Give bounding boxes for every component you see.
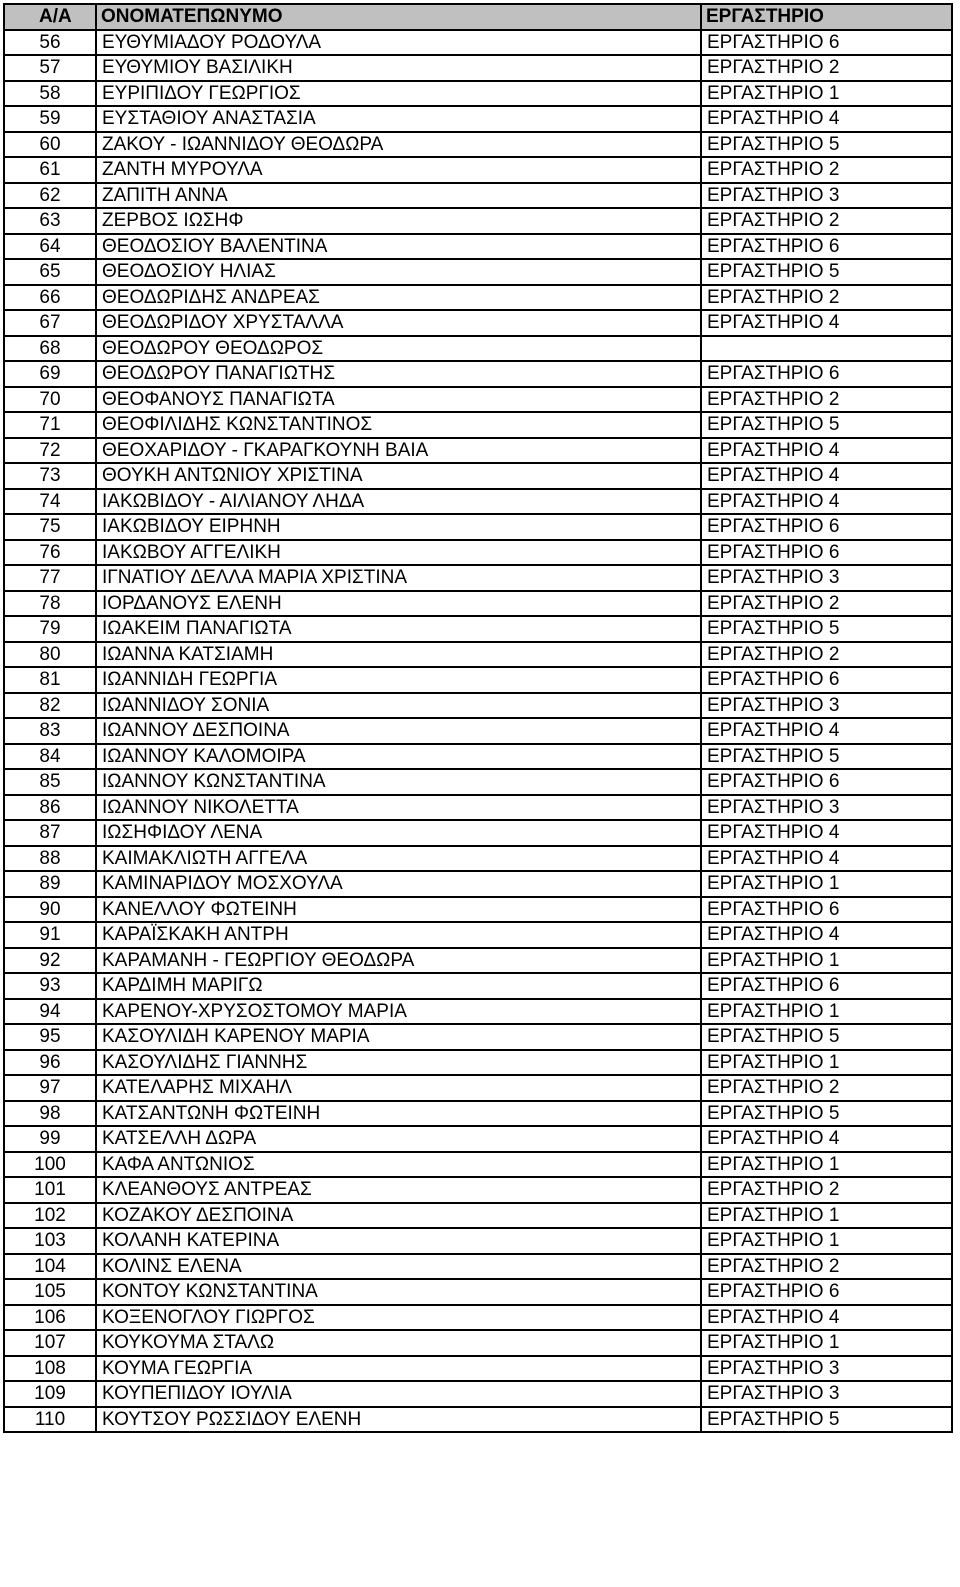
- lab-cell: ΕΡΓΑΣΤΗΡΙΟ 2: [701, 55, 952, 81]
- name-cell: ΚΑΡΑΜΑΝΗ - ΓΕΩΡΓΙΟΥ ΘΕΟΔΩΡΑ: [96, 948, 701, 974]
- name-cell: ΕΥΡΙΠΙΔΟΥ ΓΕΩΡΓΙΟΣ: [96, 81, 701, 107]
- row-number-cell: 85: [4, 769, 96, 795]
- row-number-cell: 69: [4, 361, 96, 387]
- name-cell: ΚΟΥΚΟΥΜΑ ΣΤΑΛΩ: [96, 1330, 701, 1356]
- header-row: [4, 4, 952, 30]
- row-number-cell: 70: [4, 387, 96, 413]
- name-cell: ΙΩΑΝΝΙΔΗ ΓΕΩΡΓΙΑ: [96, 667, 701, 693]
- name-cell: ΘΕΟΦΑΝΟΥΣ ΠΑΝΑΓΙΩΤΑ: [96, 387, 701, 413]
- name-cell: ΚΛΕΑΝΘΟΥΣ ΑΝΤΡΕΑΣ: [96, 1177, 701, 1203]
- table-row: [4, 1050, 952, 1076]
- name-cell: ΘΕΟΔΩΡΟΥ ΘΕΟΔΩΡΟΣ: [96, 336, 701, 362]
- row-number-cell: 78: [4, 591, 96, 617]
- lab-cell: ΕΡΓΑΣΤΗΡΙΟ 4: [701, 1126, 952, 1152]
- name-cell: ΚΑΡΔΙΜΗ ΜΑΡΙΓΩ: [96, 973, 701, 999]
- name-cell: ΘΟΥΚΗ ΑΝΤΩΝΙΟΥ ΧΡΙΣΤΙΝΑ: [96, 463, 701, 489]
- table-row: [4, 871, 952, 897]
- lab-cell: ΕΡΓΑΣΤΗΡΙΟ 4: [701, 106, 952, 132]
- table-row: [4, 999, 952, 1025]
- lab-cell: ΕΡΓΑΣΤΗΡΙΟ 1: [701, 1203, 952, 1229]
- name-cell: ΕΥΣΤΑΘΙΟΥ ΑΝΑΣΤΑΣΙΑ: [96, 106, 701, 132]
- row-number-cell: 77: [4, 565, 96, 591]
- row-number-cell: 61: [4, 157, 96, 183]
- lab-cell: ΕΡΓΑΣΤΗΡΙΟ 6: [701, 1279, 952, 1305]
- lab-cell: ΕΡΓΑΣΤΗΡΙΟ 3: [701, 565, 952, 591]
- table-row: [4, 667, 952, 693]
- name-cell: ΙΩΑΝΝΟΥ ΝΙΚΟΛΕΤΤΑ: [96, 795, 701, 821]
- row-number-cell: 108: [4, 1356, 96, 1382]
- name-cell: ΖΑΚΟΥ - ΙΩΑΝΝΙΔΟΥ ΘΕΟΔΩΡΑ: [96, 132, 701, 158]
- lab-cell: ΕΡΓΑΣΤΗΡΙΟ 2: [701, 387, 952, 413]
- name-cell: ΚΑΣΟΥΛΙΔΗΣ ΓΙΑΝΝΗΣ: [96, 1050, 701, 1076]
- table-row: [4, 1024, 952, 1050]
- name-cell: ΘΕΟΔΟΣΙΟΥ ΗΛΙΑΣ: [96, 259, 701, 285]
- row-number-cell: 96: [4, 1050, 96, 1076]
- row-number-cell: 88: [4, 846, 96, 872]
- lab-cell: ΕΡΓΑΣΤΗΡΙΟ 3: [701, 1381, 952, 1407]
- row-number-cell: 103: [4, 1228, 96, 1254]
- lab-cell: ΕΡΓΑΣΤΗΡΙΟ 2: [701, 208, 952, 234]
- row-number-cell: 56: [4, 30, 96, 56]
- row-number-cell: 74: [4, 489, 96, 515]
- table-row: [4, 81, 952, 107]
- name-cell: ΘΕΟΧΑΡΙΔΟΥ - ΓΚΑΡΑΓΚΟΥΝΗ ΒΑΙΑ: [96, 438, 701, 464]
- table-body: [4, 30, 952, 1433]
- name-cell: ΚΟΥΠΕΠΙΔΟΥ ΙΟΥΛΙΑ: [96, 1381, 701, 1407]
- student-lab-table: [3, 3, 953, 1433]
- name-cell: ΙΟΡΔΑΝΟΥΣ ΕΛΕΝΗ: [96, 591, 701, 617]
- table-row: [4, 157, 952, 183]
- lab-cell: ΕΡΓΑΣΤΗΡΙΟ 4: [701, 718, 952, 744]
- lab-cell: ΕΡΓΑΣΤΗΡΙΟ 5: [701, 132, 952, 158]
- lab-cell: ΕΡΓΑΣΤΗΡΙΟ 4: [701, 310, 952, 336]
- table-row: [4, 540, 952, 566]
- table-row: [4, 463, 952, 489]
- table-row: [4, 693, 952, 719]
- table-row: [4, 1177, 952, 1203]
- name-cell: ΙΩΑΝΝΟΥ ΚΩΝΣΤΑΝΤΙΝΑ: [96, 769, 701, 795]
- row-number-cell: 75: [4, 514, 96, 540]
- table-row: [4, 642, 952, 668]
- table-row: [4, 948, 952, 974]
- lab-cell: ΕΡΓΑΣΤΗΡΙΟ 6: [701, 769, 952, 795]
- table-row: [4, 744, 952, 770]
- row-number-cell: 66: [4, 285, 96, 311]
- table-row: [4, 1279, 952, 1305]
- row-number-cell: 99: [4, 1126, 96, 1152]
- row-number-cell: 97: [4, 1075, 96, 1101]
- lab-cell: ΕΡΓΑΣΤΗΡΙΟ 2: [701, 591, 952, 617]
- table-row: [4, 922, 952, 948]
- lab-cell: ΕΡΓΑΣΤΗΡΙΟ 1: [701, 1228, 952, 1254]
- row-number-cell: 98: [4, 1101, 96, 1127]
- lab-cell: ΕΡΓΑΣΤΗΡΙΟ 5: [701, 1024, 952, 1050]
- row-number-cell: 86: [4, 795, 96, 821]
- lab-cell: ΕΡΓΑΣΤΗΡΙΟ 2: [701, 285, 952, 311]
- lab-cell: ΕΡΓΑΣΤΗΡΙΟ 5: [701, 1101, 952, 1127]
- table-row: [4, 514, 952, 540]
- header-name: ΟΝΟΜΑΤΕΠΩΝΥΜΟ: [96, 4, 701, 30]
- table-row: [4, 30, 952, 56]
- table-row: [4, 361, 952, 387]
- table-row: [4, 387, 952, 413]
- table-row: [4, 412, 952, 438]
- name-cell: ΚΟΝΤΟΥ ΚΩΝΣΤΑΝΤΙΝΑ: [96, 1279, 701, 1305]
- table-row: [4, 1126, 952, 1152]
- name-cell: ΕΥΘΥΜΙΑΔΟΥ ΡΟΔΟΥΛΑ: [96, 30, 701, 56]
- name-cell: ΚΑΡΕΝΟΥ-ΧΡΥΣΟΣΤΟΜΟΥ ΜΑΡΙΑ: [96, 999, 701, 1025]
- lab-cell: ΕΡΓΑΣΤΗΡΙΟ 1: [701, 1050, 952, 1076]
- table-row: [4, 718, 952, 744]
- name-cell: ΘΕΟΔΩΡΙΔΟΥ ΧΡΥΣΤΑΛΛΑ: [96, 310, 701, 336]
- row-number-cell: 92: [4, 948, 96, 974]
- lab-cell: ΕΡΓΑΣΤΗΡΙΟ 5: [701, 744, 952, 770]
- name-cell: ΚΟΖΑΚΟΥ ΔΕΣΠΟΙΝΑ: [96, 1203, 701, 1229]
- lab-cell: ΕΡΓΑΣΤΗΡΙΟ 4: [701, 922, 952, 948]
- lab-cell: ΕΡΓΑΣΤΗΡΙΟ 6: [701, 973, 952, 999]
- name-cell: ΖΕΡΒΟΣ ΙΩΣΗΦ: [96, 208, 701, 234]
- name-cell: ΙΩΣΗΦΙΔΟΥ ΛΕΝΑ: [96, 820, 701, 846]
- table-row: [4, 973, 952, 999]
- row-number-cell: 89: [4, 871, 96, 897]
- name-cell: ΚΑΙΜΑΚΛΙΩΤΗ ΑΓΓΕΛΑ: [96, 846, 701, 872]
- table-row: [4, 310, 952, 336]
- table-row: [4, 1407, 952, 1433]
- lab-cell: ΕΡΓΑΣΤΗΡΙΟ 2: [701, 1075, 952, 1101]
- table-row: [4, 438, 952, 464]
- table-row: [4, 208, 952, 234]
- name-cell: ΙΩΑΝΝΑ ΚΑΤΣΙΑΜΗ: [96, 642, 701, 668]
- table-row: [4, 795, 952, 821]
- row-number-cell: 94: [4, 999, 96, 1025]
- lab-cell: ΕΡΓΑΣΤΗΡΙΟ 4: [701, 820, 952, 846]
- lab-cell: ΕΡΓΑΣΤΗΡΙΟ 3: [701, 693, 952, 719]
- name-cell: ΘΕΟΦΙΛΙΔΗΣ ΚΩΝΣΤΑΝΤΙΝΟΣ: [96, 412, 701, 438]
- table-row: [4, 769, 952, 795]
- lab-cell: ΕΡΓΑΣΤΗΡΙΟ 1: [701, 999, 952, 1025]
- row-number-cell: 105: [4, 1279, 96, 1305]
- name-cell: ΚΑΜΙΝΑΡΙΔΟΥ ΜΟΣΧΟΥΛΑ: [96, 871, 701, 897]
- header-aa: Α/Α: [4, 4, 96, 30]
- row-number-cell: 100: [4, 1152, 96, 1178]
- name-cell: ΚΑΤΣΕΛΛΗ ΔΩΡΑ: [96, 1126, 701, 1152]
- row-number-cell: 71: [4, 412, 96, 438]
- lab-cell: ΕΡΓΑΣΤΗΡΙΟ 3: [701, 183, 952, 209]
- table-row: [4, 234, 952, 260]
- lab-cell: ΕΡΓΑΣΤΗΡΙΟ 4: [701, 489, 952, 515]
- row-number-cell: 81: [4, 667, 96, 693]
- name-cell: ΚΟΥΤΣΟΥ ΡΩΣΣΙΔΟΥ ΕΛΕΝΗ: [96, 1407, 701, 1433]
- lab-cell: ΕΡΓΑΣΤΗΡΙΟ 2: [701, 157, 952, 183]
- lab-cell: ΕΡΓΑΣΤΗΡΙΟ 5: [701, 1407, 952, 1433]
- name-cell: ΘΕΟΔΟΣΙΟΥ ΒΑΛΕΝΤΙΝΑ: [96, 234, 701, 260]
- row-number-cell: 102: [4, 1203, 96, 1229]
- lab-cell: ΕΡΓΑΣΤΗΡΙΟ 3: [701, 1356, 952, 1382]
- table-row: [4, 489, 952, 515]
- lab-cell: ΕΡΓΑΣΤΗΡΙΟ 5: [701, 412, 952, 438]
- table-row: [4, 1152, 952, 1178]
- name-cell: ΙΩΑΚΕΙΜ ΠΑΝΑΓΙΩΤΑ: [96, 616, 701, 642]
- row-number-cell: 84: [4, 744, 96, 770]
- lab-cell: ΕΡΓΑΣΤΗΡΙΟ 6: [701, 514, 952, 540]
- name-cell: ΚΟΛΙΝΣ ΕΛΕΝΑ: [96, 1254, 701, 1280]
- table-row: [4, 336, 952, 362]
- name-cell: ΚΑΝΕΛΛΟΥ ΦΩΤΕΙΝΗ: [96, 897, 701, 923]
- row-number-cell: 73: [4, 463, 96, 489]
- lab-cell: ΕΡΓΑΣΤΗΡΙΟ 5: [701, 259, 952, 285]
- table-row: [4, 1305, 952, 1331]
- row-number-cell: 109: [4, 1381, 96, 1407]
- lab-cell: ΕΡΓΑΣΤΗΡΙΟ 4: [701, 463, 952, 489]
- row-number-cell: 59: [4, 106, 96, 132]
- lab-cell: ΕΡΓΑΣΤΗΡΙΟ 2: [701, 642, 952, 668]
- lab-cell: ΕΡΓΑΣΤΗΡΙΟ 6: [701, 540, 952, 566]
- table-row: [4, 591, 952, 617]
- row-number-cell: 82: [4, 693, 96, 719]
- row-number-cell: 68: [4, 336, 96, 362]
- row-number-cell: 110: [4, 1407, 96, 1433]
- lab-cell: ΕΡΓΑΣΤΗΡΙΟ 1: [701, 1152, 952, 1178]
- name-cell: ΚΑΤΣΑΝΤΩΝΗ ΦΩΤΕΙΝΗ: [96, 1101, 701, 1127]
- table-row: [4, 183, 952, 209]
- name-cell: ΘΕΟΔΩΡΙΔΗΣ ΑΝΔΡΕΑΣ: [96, 285, 701, 311]
- name-cell: ΚΟΞΕΝΟΓΛΟΥ ΓΙΩΡΓΟΣ: [96, 1305, 701, 1331]
- lab-cell: ΕΡΓΑΣΤΗΡΙΟ 1: [701, 81, 952, 107]
- row-number-cell: 90: [4, 897, 96, 923]
- row-number-cell: 60: [4, 132, 96, 158]
- name-cell: ΚΑΦΑ ΑΝΤΩΝΙΟΣ: [96, 1152, 701, 1178]
- lab-cell: ΕΡΓΑΣΤΗΡΙΟ 1: [701, 1330, 952, 1356]
- lab-cell: [701, 336, 952, 362]
- lab-cell: ΕΡΓΑΣΤΗΡΙΟ 1: [701, 948, 952, 974]
- name-cell: ΕΥΘΥΜΙΟΥ ΒΑΣΙΛΙΚΗ: [96, 55, 701, 81]
- row-number-cell: 65: [4, 259, 96, 285]
- name-cell: ΙΩΑΝΝΟΥ ΔΕΣΠΟΙΝΑ: [96, 718, 701, 744]
- row-number-cell: 104: [4, 1254, 96, 1280]
- row-number-cell: 62: [4, 183, 96, 209]
- lab-cell: ΕΡΓΑΣΤΗΡΙΟ 6: [701, 667, 952, 693]
- name-cell: ΚΟΛΑΝΗ ΚΑΤΕΡΙΝΑ: [96, 1228, 701, 1254]
- table-row: [4, 1381, 952, 1407]
- name-cell: ΚΟΥΜΑ ΓΕΩΡΓΙΑ: [96, 1356, 701, 1382]
- row-number-cell: 57: [4, 55, 96, 81]
- lab-cell: ΕΡΓΑΣΤΗΡΙΟ 2: [701, 1177, 952, 1203]
- table-row: [4, 897, 952, 923]
- row-number-cell: 87: [4, 820, 96, 846]
- table-row: [4, 106, 952, 132]
- row-number-cell: 64: [4, 234, 96, 260]
- table-row: [4, 259, 952, 285]
- name-cell: ΙΑΚΩΒΙΔΟΥ ΕΙΡΗΝΗ: [96, 514, 701, 540]
- table-row: [4, 1203, 952, 1229]
- lab-cell: ΕΡΓΑΣΤΗΡΙΟ 4: [701, 846, 952, 872]
- row-number-cell: 76: [4, 540, 96, 566]
- row-number-cell: 95: [4, 1024, 96, 1050]
- lab-cell: ΕΡΓΑΣΤΗΡΙΟ 2: [701, 1254, 952, 1280]
- row-number-cell: 93: [4, 973, 96, 999]
- name-cell: ΙΩΑΝΝΙΔΟΥ ΣΟΝΙΑ: [96, 693, 701, 719]
- table-row: [4, 1254, 952, 1280]
- name-cell: ΙΑΚΩΒΙΔΟΥ - ΑΙΛΙΑΝΟΥ ΛΗΔΑ: [96, 489, 701, 515]
- row-number-cell: 106: [4, 1305, 96, 1331]
- table-row: [4, 285, 952, 311]
- row-number-cell: 83: [4, 718, 96, 744]
- name-cell: ΖΑΝΤΗ ΜΥΡΟΥΛΑ: [96, 157, 701, 183]
- table-row: [4, 1101, 952, 1127]
- row-number-cell: 107: [4, 1330, 96, 1356]
- row-number-cell: 79: [4, 616, 96, 642]
- lab-cell: ΕΡΓΑΣΤΗΡΙΟ 4: [701, 438, 952, 464]
- table-row: [4, 820, 952, 846]
- name-cell: ΚΑΣΟΥΛΙΔΗ ΚΑΡΕΝΟΥ ΜΑΡΙΑ: [96, 1024, 701, 1050]
- table-row: [4, 55, 952, 81]
- lab-cell: ΕΡΓΑΣΤΗΡΙΟ 1: [701, 871, 952, 897]
- name-cell: ΚΑΡΑΪΣΚΑΚΗ ΑΝΤΡΗ: [96, 922, 701, 948]
- row-number-cell: 58: [4, 81, 96, 107]
- lab-cell: ΕΡΓΑΣΤΗΡΙΟ 6: [701, 30, 952, 56]
- lab-cell: ΕΡΓΑΣΤΗΡΙΟ 6: [701, 897, 952, 923]
- row-number-cell: 80: [4, 642, 96, 668]
- name-cell: ΚΑΤΕΛΑΡΗΣ ΜΙΧΑΗΛ: [96, 1075, 701, 1101]
- table-row: [4, 616, 952, 642]
- table-row: [4, 132, 952, 158]
- table-row: [4, 1356, 952, 1382]
- lab-cell: ΕΡΓΑΣΤΗΡΙΟ 4: [701, 1305, 952, 1331]
- row-number-cell: 91: [4, 922, 96, 948]
- row-number-cell: 67: [4, 310, 96, 336]
- name-cell: ΘΕΟΔΩΡΟΥ ΠΑΝΑΓΙΩΤΗΣ: [96, 361, 701, 387]
- name-cell: ΙΩΑΝΝΟΥ ΚΑΛΟΜΟΙΡΑ: [96, 744, 701, 770]
- row-number-cell: 63: [4, 208, 96, 234]
- name-cell: ΖΑΠΙΤΗ ΑΝΝΑ: [96, 183, 701, 209]
- lab-cell: ΕΡΓΑΣΤΗΡΙΟ 6: [701, 234, 952, 260]
- header-lab: ΕΡΓΑΣΤΗΡΙΟ: [701, 4, 952, 30]
- table-row: [4, 846, 952, 872]
- lab-cell: ΕΡΓΑΣΤΗΡΙΟ 5: [701, 616, 952, 642]
- lab-cell: ΕΡΓΑΣΤΗΡΙΟ 3: [701, 795, 952, 821]
- name-cell: ΙΓΝΑΤΙΟΥ ΔΕΛΛΑ ΜΑΡΙΑ ΧΡΙΣΤΙΝΑ: [96, 565, 701, 591]
- row-number-cell: 72: [4, 438, 96, 464]
- lab-cell: ΕΡΓΑΣΤΗΡΙΟ 6: [701, 361, 952, 387]
- table-row: [4, 1075, 952, 1101]
- name-cell: ΙΑΚΩΒΟΥ ΑΓΓΕΛΙΚΗ: [96, 540, 701, 566]
- table-row: [4, 1330, 952, 1356]
- table-row: [4, 1228, 952, 1254]
- row-number-cell: 101: [4, 1177, 96, 1203]
- table-row: [4, 565, 952, 591]
